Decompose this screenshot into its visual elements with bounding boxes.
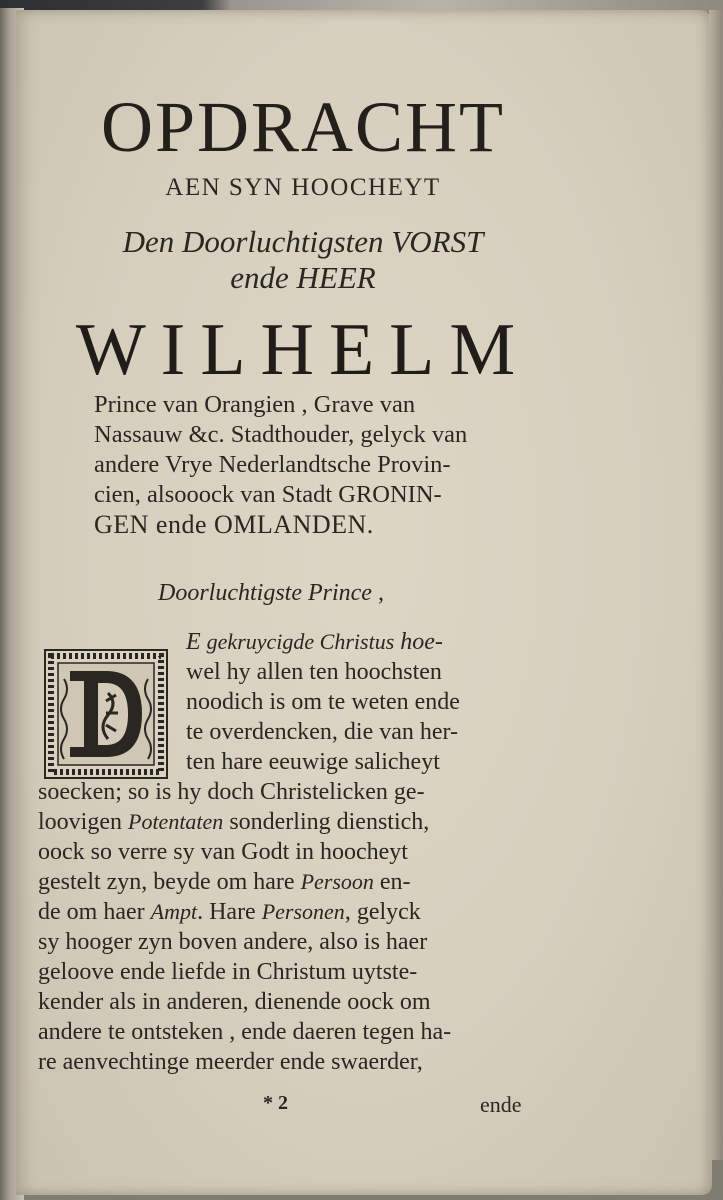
body-text bbox=[38, 627, 534, 1077]
body-line: wel hy allen ten hoochsten bbox=[186, 659, 442, 685]
body-line: andere te ontsteken , ende daeren tegen ha- bbox=[38, 1019, 452, 1045]
dedicatee-name: WILHELM bbox=[75, 309, 531, 391]
ornamental-initial-d-icon bbox=[44, 649, 168, 779]
body-line: re aenvechtinge meerder ende swaerder, bbox=[38, 1049, 423, 1075]
catchword: ende bbox=[480, 1092, 522, 1117]
signature-mark: * 2 bbox=[263, 1092, 288, 1114]
titles-line: GEN ende OMLANDEN. bbox=[94, 510, 374, 539]
titles-line: cien, alsooock van Stadt GRONIN- bbox=[94, 481, 442, 508]
body-line: kender als in anderen, dienende oock om bbox=[38, 989, 431, 1015]
titles-line: Nassauw &c. Stadthouder, gelyck van bbox=[94, 421, 468, 448]
body-line: gestelt zyn, beyde om hare Persoon en- bbox=[38, 869, 411, 895]
body-line: soecken; so is hy doch Christelicken ge- bbox=[38, 779, 425, 805]
page-title: OPDRACHT bbox=[100, 87, 506, 167]
page-subtitle: AEN SYN HOOCHEYT bbox=[165, 174, 441, 201]
body-line: ten hare eeuwige salicheyt bbox=[186, 749, 440, 775]
body-line: E gekruycigde Christus hoe- bbox=[186, 629, 443, 655]
body-line: geloove ende liefde in Christum uytste- bbox=[38, 959, 418, 985]
page-footer bbox=[0, 1092, 723, 1122]
body-line: noodich is om te weten ende bbox=[186, 689, 460, 715]
body-line: oock so verre sy van Godt in hoocheyt bbox=[38, 839, 408, 865]
address-line-1: Den Doorluchtigsten VORST bbox=[122, 224, 484, 259]
dedicatee-titles bbox=[94, 390, 590, 540]
titles-line: andere Vrye Nederlandtsche Provin- bbox=[94, 451, 451, 478]
titles-line: Prince van Orangien , Grave van bbox=[94, 391, 416, 418]
body-line: te overdencken, die van her- bbox=[186, 719, 459, 745]
body-line: sy hooger zyn boven andere, also is haer bbox=[38, 929, 428, 955]
page-text bbox=[38, 86, 568, 1077]
page-fore-edge bbox=[709, 10, 723, 1160]
body-line: de om haer Ampt. Hare Personen, gelyck bbox=[38, 899, 421, 925]
address-line-2: ende HEER bbox=[230, 260, 376, 295]
salutation: Doorluchtigste Prince , bbox=[158, 580, 384, 606]
body-line: loovigen Potentaten sonderling dienstich, bbox=[38, 809, 430, 835]
